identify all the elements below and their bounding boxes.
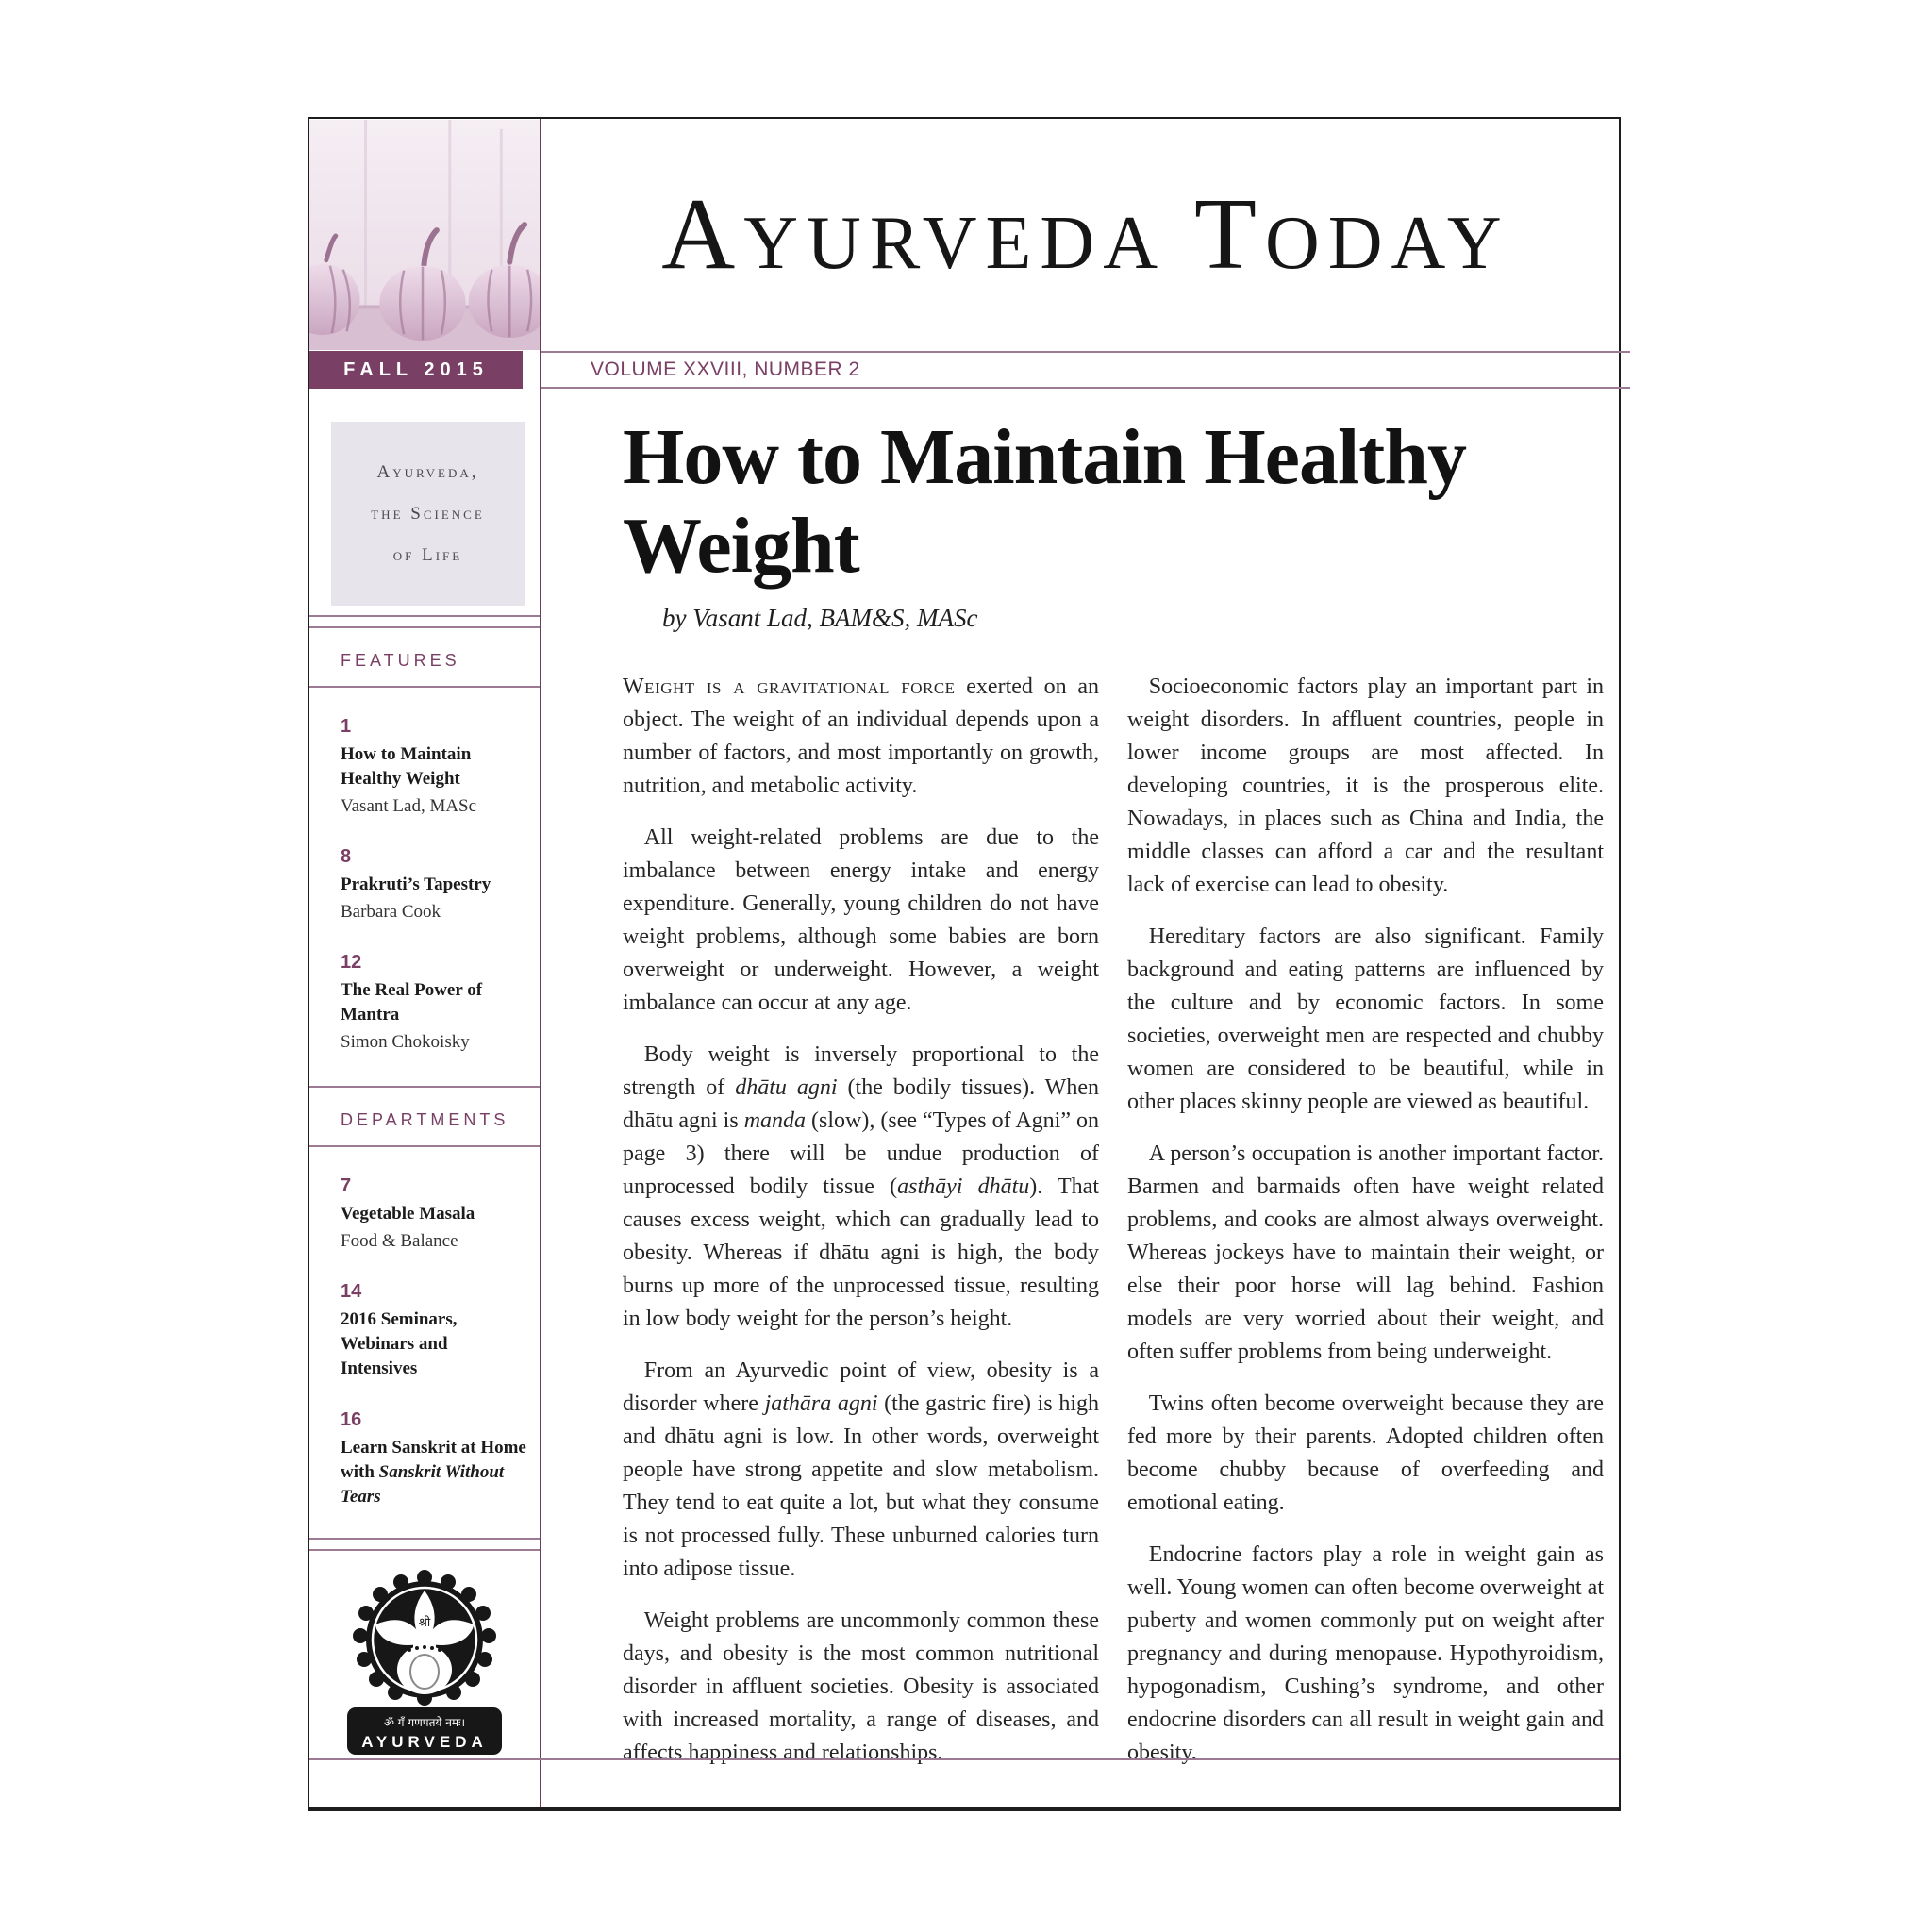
volume-line: VOLUME XXVIII, NUMBER 2 bbox=[591, 358, 860, 380]
lead-rest: exerted on an object. The weight of an individual depends upon a number of factors, and most importantly on growth, nutrition, and metabolic activity. bbox=[623, 675, 1099, 799]
toc-item bbox=[341, 1175, 526, 1253]
toc-item bbox=[341, 952, 526, 1054]
toc-title: The Real Power of Mantra bbox=[341, 980, 483, 1024]
logo-wordmark: AYURVEDA bbox=[361, 1733, 488, 1751]
toc-item bbox=[341, 716, 526, 818]
toc-author: Vasant Lad, MASc bbox=[341, 796, 477, 816]
toc-title: How to Maintain Healthy Weight bbox=[341, 744, 472, 789]
tagline-line-1: Ayurveda, bbox=[376, 461, 479, 482]
sidebar bbox=[309, 119, 541, 1807]
article-column-1 bbox=[623, 671, 1099, 1789]
tagline-box bbox=[331, 422, 525, 606]
toc-page-number: 14 bbox=[341, 1281, 362, 1302]
toc-item bbox=[341, 1409, 526, 1509]
footer-rule bbox=[309, 1758, 1619, 1760]
ayurveda-logo-emblem bbox=[340, 1566, 509, 1766]
features-heading: FEATURES bbox=[341, 651, 460, 670]
toc-item bbox=[341, 846, 526, 924]
article-column-2 bbox=[1127, 671, 1604, 1789]
toc-page-number: 16 bbox=[341, 1409, 362, 1430]
paragraph: Twins often become overweight because they are fed more by their parents. Adopted children often become chubby because of overfeeding and emotional eating. bbox=[1127, 1391, 1604, 1516]
tagline-line-2: the Science bbox=[371, 503, 485, 524]
masthead-word2-initial: T bbox=[1193, 178, 1265, 291]
volume-bar bbox=[541, 351, 1630, 389]
departments-heading: DEPARTMENTS bbox=[341, 1110, 509, 1129]
toc-author: Simon Chokoisky bbox=[341, 1032, 470, 1052]
ayurveda-logo bbox=[340, 1566, 509, 1771]
article-byline: by Vasant Lad, BAM&S, MASc bbox=[662, 604, 978, 633]
paragraph: Socioeconomic factors play an important part in weight disorders. In affluent countries, people in lower income groups are most affected. In developing countries, it is the prosperous elite. Nowadays, in places such as China and India, the middle classes can afford a car and the resultant lack of exercise can lead to obesity. bbox=[1127, 675, 1604, 898]
pumpkins-photo bbox=[309, 119, 540, 351]
tagline-line-3: of Life bbox=[392, 544, 463, 565]
masthead-word2-rest: ODAY bbox=[1264, 202, 1510, 285]
season-banner bbox=[309, 351, 523, 389]
article-title: How to Maintain Healthy Weight bbox=[623, 413, 1466, 591]
paragraph: Hereditary factors are also significant. Family background and eating patterns are influenced by the culture and by economic factors. In some societies, overweight men are respected and chubby women are considered to be beautiful, while in other places skinny people are viewed as beautiful. bbox=[1127, 924, 1604, 1115]
departments-list bbox=[309, 1175, 540, 1509]
masthead-word1-rest: YURVEDA bbox=[743, 202, 1166, 285]
features-list bbox=[309, 716, 540, 1054]
masthead bbox=[541, 119, 1630, 351]
toc-title: Learn Sanskrit at Home with Sanskrit Without Tears bbox=[341, 1438, 526, 1507]
divider bbox=[309, 1145, 540, 1147]
divider bbox=[309, 686, 540, 688]
season-banner-label: FALL 2015 bbox=[343, 358, 489, 380]
toc-page-number: 8 bbox=[341, 846, 352, 867]
toc-author: Barbara Cook bbox=[341, 902, 441, 922]
article-body bbox=[623, 671, 1604, 1789]
om-ganapataye-namah-sanskrit: ॐ गँ गणपतये नमः। bbox=[384, 1716, 465, 1729]
logo-label bbox=[347, 1707, 502, 1755]
paragraph: Body weight is inversely proportional to the strength of dhātu agni (the bodily tissues). When dhātu agni is manda (slow), (see “Types of Agni” on page 3) there will be undue production of unprocessed bodily tissue (asthāyi dhātu). That causes excess weight, which can gradually lead to obesity. Whereas if dhātu agni is high, the body burns up more of the unprocessed tissue, resulting in low body weight for the person’s height. bbox=[623, 1042, 1100, 1332]
toc-page-number: 1 bbox=[341, 716, 352, 737]
divider-double bbox=[309, 1538, 540, 1551]
toc-author: Food & Balance bbox=[341, 1231, 458, 1251]
main-column bbox=[541, 119, 1630, 1807]
paragraph: All weight-related problems are due to the imbalance between energy intake and energy expenditure. Generally, young children do not have weight problems, although some babies are born overweight or underweight. However, a weight imbalance can occur at any age. bbox=[623, 825, 1099, 1016]
paragraph: A person’s occupation is another important factor. Barmen and barmaids often have weight related problems, and cooks are almost always overweight. Whereas jockeys have to maintain their weight, or else their poor horse will lag behind. Fashion models are very worried about their weight, and often suffer problems from being underweight. bbox=[1127, 1141, 1604, 1365]
paragraph: Endocrine factors play a role in weight gain as well. Young women can often become overweight at puberty and women commonly put on weight after pregnancy and during menopause. Hypothyroidism, hypogonadism, Cushing’s syndrome, and other endocrine disorders can all result in weight gain and obesity. bbox=[1127, 1542, 1604, 1766]
lead-smallcaps: Weight is a gravitational force bbox=[623, 675, 956, 700]
newsletter-title bbox=[661, 176, 1509, 293]
paragraph: Weight problems are uncommonly common these days, and obesity is the most common nutritional disorder in affluent societies. Obesity is associated with increased mortality, a range of diseases, and affects happiness and relationships. bbox=[623, 1608, 1099, 1766]
paragraph bbox=[623, 671, 1099, 803]
toc-title: 2016 Seminars, Webinars and Intensives bbox=[341, 1309, 458, 1378]
toc-item bbox=[341, 1281, 526, 1381]
masthead-word1-initial: A bbox=[661, 178, 744, 291]
newsletter-page bbox=[308, 117, 1621, 1811]
toc-title: Prakruti’s Tapestry bbox=[341, 874, 491, 894]
toc-page-number: 12 bbox=[341, 952, 362, 973]
divider-double bbox=[309, 615, 540, 628]
article bbox=[541, 389, 1630, 1789]
toc-page-number: 7 bbox=[341, 1175, 352, 1196]
paragraph: From an Ayurvedic point of view, obesity is a disorder where jathāra agni (the gastric fire) is high and dhātu agni is low. In other words, overweight people have strong appetite and slow metabolism. They tend to eat quite a lot, but what they consume is not processed fully. These unburned calories turn into adipose tissue. bbox=[623, 1358, 1099, 1582]
divider bbox=[309, 1086, 540, 1088]
toc-title: Vegetable Masala bbox=[341, 1204, 475, 1224]
shri-sanskrit: श्री bbox=[418, 1615, 431, 1629]
